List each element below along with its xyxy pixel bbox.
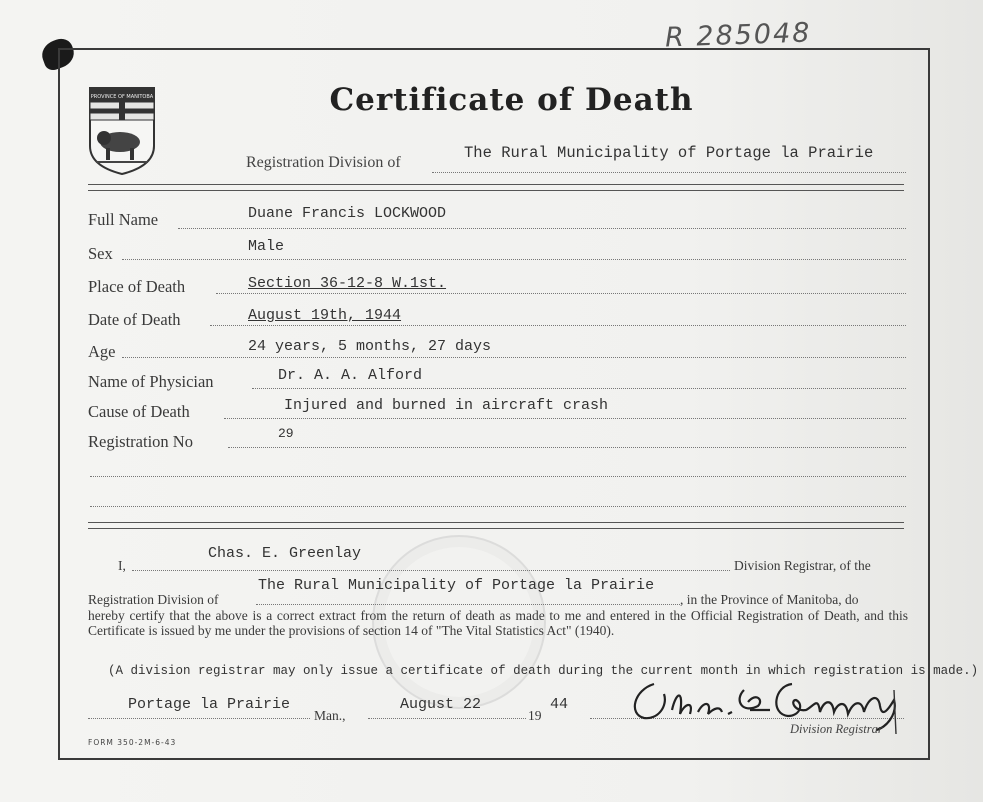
physician-value: Dr. A. A. Alford — [278, 367, 423, 384]
man-label: Man., — [314, 708, 346, 723]
year-suffix: 44 — [550, 696, 569, 713]
full-name-line — [178, 228, 906, 229]
form-code: FORM 350-2M-6-43 — [88, 738, 177, 747]
handwritten-number: R 285048 — [664, 17, 812, 54]
i-label: I, — [118, 558, 126, 573]
registrar-name: Chas. E. Greenlay — [208, 545, 362, 562]
registration-no-line — [228, 447, 906, 448]
place-of-death-label: Place of Death — [88, 277, 186, 296]
certification-note: (A division registrar may only issue a certificate of death during the current month in which registration is made.) — [108, 664, 979, 678]
mid-rule-2 — [88, 528, 904, 529]
blank-line-2 — [90, 506, 906, 507]
registrar-name-line — [132, 570, 730, 571]
date-line — [368, 718, 526, 719]
mid-rule — [88, 522, 904, 523]
date-of-death-line — [210, 325, 906, 326]
blank-line-1 — [90, 476, 906, 477]
place-of-death-value: Section 36-12-8 W.1st. — [248, 275, 447, 292]
age-line — [122, 357, 906, 358]
cert-registration-division-line — [256, 604, 680, 605]
date-of-death-value: August 19th, 1944 — [248, 307, 402, 324]
full-name-value: Duane Francis LOCKWOOD — [248, 205, 447, 222]
top-rule — [88, 184, 904, 185]
registration-division-value: The Rural Municipality of Portage la Prairie — [464, 144, 874, 162]
year-prefix: 19 — [528, 708, 542, 723]
date-of-death-label: Date of Death — [88, 310, 181, 329]
physician-line — [252, 388, 906, 389]
sex-line — [122, 259, 906, 260]
sex-label: Sex — [88, 244, 113, 263]
registration-no-label: Registration No — [88, 432, 193, 451]
place-of-death-line — [216, 293, 906, 294]
registration-no-value: 29 — [278, 426, 294, 441]
crest-text: PROVINCE OF MANITOBA — [90, 94, 154, 100]
physician-label: Name of Physician — [88, 372, 214, 391]
certification-body: hereby certify that the above is a correct extract from the return of death as made to me and entered in the Official Registration of Death, and this Certificate is issued by me under the provisions of section 14 of "The Vital Statistics Act" (1940). — [88, 608, 908, 638]
cert-registration-division-value: The Rural Municipality of Portage la Prairie — [258, 577, 655, 594]
place-line — [88, 718, 310, 719]
cause-of-death-line — [224, 418, 906, 419]
division-registrar-of-the: Division Registrar, of the — [734, 558, 871, 573]
division-registrar-title: Division Registrar — [790, 722, 883, 736]
province-suffix: , in the Province of Manitoba, do — [680, 592, 859, 607]
cause-of-death-value: Injured and burned in aircraft crash — [284, 397, 609, 414]
full-name-label: Full Name — [88, 210, 159, 229]
top-rule-2 — [88, 190, 904, 191]
age-label: Age — [88, 342, 116, 361]
document-title: Certificate of Death — [329, 82, 694, 118]
cause-of-death-label: Cause of Death — [88, 402, 190, 421]
sex-value: Male — [248, 238, 285, 255]
issue-place: Portage la Prairie — [128, 696, 291, 713]
age-value: 24 years, 5 months, 27 days — [248, 338, 492, 355]
cert-registration-division-label: Registration Division of — [88, 592, 219, 607]
registration-division-line — [432, 172, 906, 173]
issue-date: August 22 — [400, 696, 482, 713]
registration-division-label: Registration Division of — [246, 154, 401, 171]
